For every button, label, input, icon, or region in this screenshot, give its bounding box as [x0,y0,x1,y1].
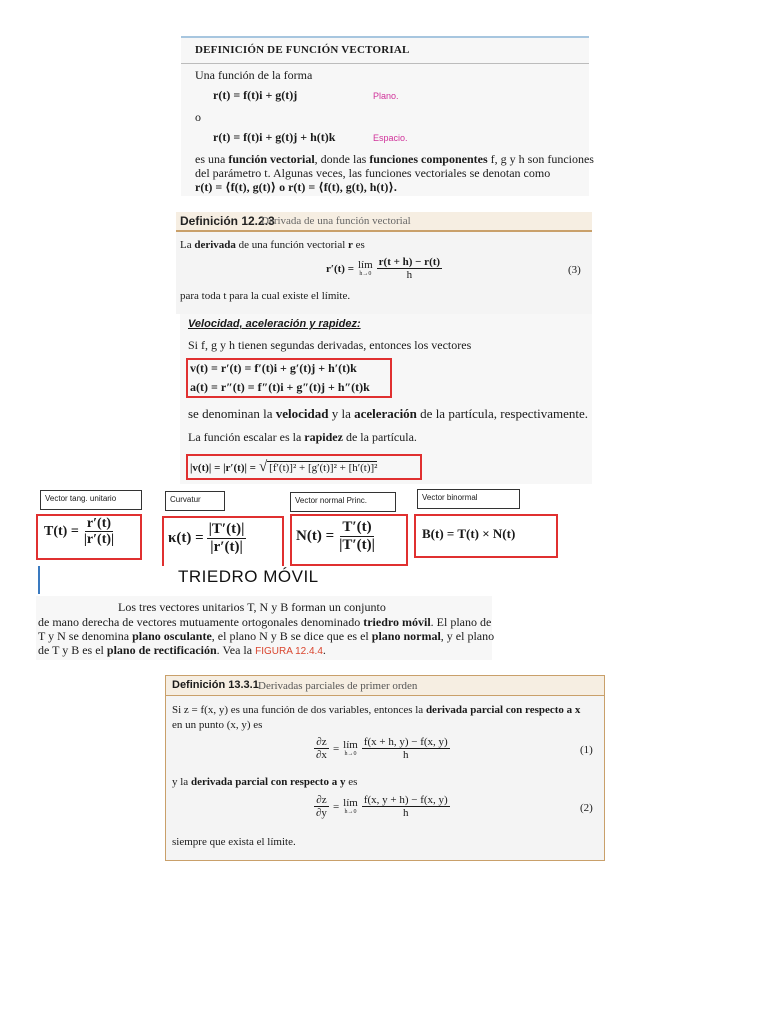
speed-description: La función escalar es la rapidez de la partícula. [188,430,417,444]
normal-formula: N(t) = $\frac{T'(t)}{|T'(t)|}$ [296,519,375,553]
velocity-description: se denominan la velocidad y la aceleración de la partícula, respectivamente. [188,406,589,421]
acceleration-equation: a(t) = r″(t) = f″(t)i + g″(t)j + h″(t)k [190,380,370,394]
description-line-3: r(t) = ⟨f(t), g(t)⟩ o r(t) = ⟨f(t), g(t), h(t)⟩. [195,180,397,194]
partial-definition-header [166,676,604,696]
derivative-intro: La derivada de una función vectorial r es [180,239,365,251]
equation-plane: r(t) = f(t)i + g(t)j [213,88,298,102]
equation-number-1: (1) [580,744,593,756]
triedro-line-2: de mano derecha de vectores mutuamente ortogonales denominado triedro móvil. El plano de [38,615,492,629]
velocity-intro: Si f, g y h tienen segundas derivadas, entonces los vectores [188,338,472,352]
partial-y-equation: $\frac{\partial z}{\partial y}$ = lím h→0 $\frac{f(x, y + h) - f(x, y)}{h}$ [316,794,448,820]
derivative-definition [176,212,592,314]
derivative-definition-header [176,212,592,232]
triedro-line-4: de T y B es el plano de rectificación. Vea la FIGURA 12.4.4. [38,643,326,657]
label-tangent-vector: Vector tang. unitario [40,490,142,510]
description-line-1: es una función vectorial, donde las funciones componentes f, g y h son funciones [195,152,594,166]
equation-number-2: (2) [580,802,593,814]
vector-function-definition [181,36,594,196]
velocity-section [180,314,592,484]
triedro-line-1: Los tres vectores unitarios T, N y B forman un conjunto [118,600,386,614]
title-divider [181,63,589,64]
velocity-heading: Velocidad, aceleración y rapidez: [188,318,361,330]
derivative-equation: r′(t) = lím h→0 $\frac{r(t + h) - r(t)}{h}$ [326,256,441,282]
label-curvature: Curvatur [165,491,225,511]
partial-definition-number: Definición 13.3.1 [172,679,259,691]
sqrt-icon: √ [258,459,268,475]
derivative-footer: para toda t para la cual existe el límite. [180,290,351,302]
equation-space: r(t) = f(t)i + g(t)j + h(t)k [213,130,336,144]
partial-y-intro: y la derivada parcial con respecto a y es [172,776,358,788]
label-binormal-vector: Vector binormal [417,489,520,509]
partial-intro-line-1: Si z = f(x, y) es una función de dos variables, entonces la derivada parcial con respecto a x [172,704,581,716]
triedro-line-3: T y N se denomina plano osculante, el plano N y B se dice que es el plano normal, y el plano [38,629,495,643]
triedro-heading: TRIEDRO MÓVIL [178,567,319,586]
binormal-formula: B(t) = T(t) × N(t) [422,526,516,541]
tangent-formula: T(t) = $\frac{r'(t)}{|r'(t)|}$ [44,516,115,548]
velocity-equation: v(t) = r′(t) = f′(t)i + g′(t)j + h′(t)k [190,361,357,375]
text-cursor-bar [38,566,40,594]
curvature-formula: κ(t) = $\frac{|T'(t)|}{|r'(t)|}$ [168,521,245,555]
or-word: o [195,110,201,124]
note-plane: Plano. [373,91,399,101]
speed-equation: |v(t)| = |r′(t)| = √ [f′(t)]² + [g′(t)]² + [h′(t)]² [190,459,378,475]
definition-title: Derivada de una función vectorial [261,215,411,227]
partial-definition-title: Derivadas parciales de primer orden [258,680,418,692]
vector-function-intro: Una función de la forma [195,68,313,82]
description-line-2: del parámetro t. Algunas veces, las funciones vectoriales se denotan como [195,166,551,180]
partial-intro-line-2: en un punto (x, y) es [172,719,263,731]
partial-x-equation: $\frac{\partial z}{\partial x}$ = lím h→0 $\frac{f(x + h, y) - f(x, y)}{h}$ [316,736,448,762]
equation-number-3: (3) [568,264,581,276]
partial-footer: siempre que exista el límite. [172,836,296,848]
vector-function-title: DEFINICIÓN DE FUNCIÓN VECTORIAL [195,44,410,56]
partial-derivative-definition [165,675,605,861]
definition-number: Definición 12.2.3 [180,214,275,228]
label-normal-vector: Vector normal Princ. [290,492,396,512]
note-space: Espacio. [373,133,408,143]
triedro-paragraph [36,596,495,660]
